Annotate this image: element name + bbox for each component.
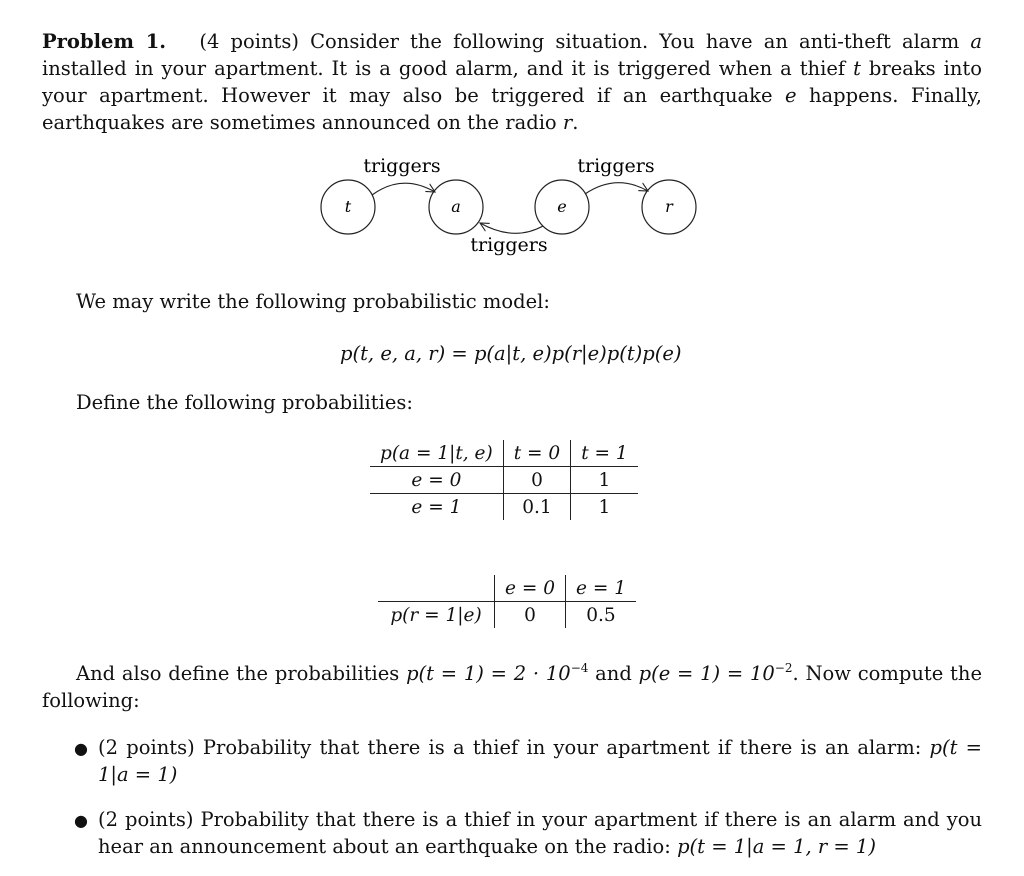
- edge-label-t-a: triggers: [363, 155, 441, 177]
- node-a-label: a: [451, 197, 461, 216]
- problem-points: (4 points): [199, 30, 300, 53]
- edge-e-a: [480, 223, 543, 233]
- var-a: a: [970, 30, 982, 53]
- prior-t-exp: −4: [570, 661, 589, 675]
- node-t-label: t: [344, 197, 352, 216]
- priors-paragraph: [42, 660, 982, 714]
- table-p-a: [370, 440, 638, 520]
- model-lead: We may write the following probabilistic model:: [76, 290, 550, 313]
- question-2-formula: p(t = 1|a = 1, r = 1): [677, 835, 876, 858]
- table1-cell-e0-t0: 0: [503, 467, 570, 494]
- table1-col-t1: t = 1: [571, 440, 638, 467]
- model-equation: p(t, e, a, r) = p(a|t, e)p(r|e)p(t)p(e): [340, 342, 682, 365]
- var-t: t: [853, 57, 861, 80]
- prior-e-exp: −2: [774, 661, 793, 675]
- definitions-lead: Define the following probabilities:: [76, 391, 413, 414]
- causal-diagram: [300, 145, 720, 265]
- priors-text-b: . Now compute the following:: [42, 662, 982, 712]
- table2-cell-e0: 0: [495, 602, 566, 629]
- table1-cell-e0-t1: 1: [571, 467, 638, 494]
- table1-row-e0: e = 0: [370, 467, 503, 494]
- priors-text-a: And also define the probabilities: [76, 662, 407, 685]
- table1-cell-e1-t1: 1: [598, 496, 611, 518]
- question-1-text: Probability that there is a thief in your apartment if there is an alarm:: [202, 736, 930, 759]
- edge-e-r: [585, 183, 648, 194]
- table1-row-e1: e = 1: [370, 494, 503, 521]
- table-p-r: [378, 575, 636, 628]
- problem-heading: Problem 1.: [42, 30, 167, 53]
- prior-t: p(t = 1) = 2 · 10: [406, 662, 571, 685]
- table1-corner: p(a = 1|t, e): [370, 440, 503, 467]
- table1-col-t0: t = 0: [503, 440, 570, 467]
- intro-text-8: .: [572, 111, 579, 134]
- table2-cell-e1: 0.5: [586, 604, 616, 626]
- intro-text-6: happens. Finally, earthquakes are sometimes announced on the radio: [42, 84, 982, 134]
- table2-col-e1: e = 1: [565, 575, 635, 602]
- question-1-formula: p(t = 1|a = 1): [98, 736, 982, 786]
- edge-label-e-a: triggers: [470, 234, 548, 256]
- table1-cell-e1-t0: 0.1: [503, 494, 570, 521]
- prior-e: p(e = 1) = 10: [638, 662, 775, 685]
- priors-and: and: [588, 662, 639, 685]
- table2-col-e0: e = 0: [495, 575, 566, 602]
- table2-corner: [378, 575, 495, 602]
- intro-text-4: breaks into your apartment. However it may also be triggered if an earthquake: [42, 57, 983, 107]
- problem-statement: [42, 28, 982, 136]
- node-r-label: r: [665, 197, 673, 216]
- edge-label-e-r: triggers: [577, 155, 655, 177]
- edge-t-a: [372, 183, 435, 195]
- bullet-icon: ●: [74, 811, 88, 830]
- intro-text-0: Consider the following situation. You have an anti-theft alarm: [310, 30, 971, 53]
- question-2-text: Probability that there is a thief in your apartment if there is an alarm and you hear an announcement about an earthquake on the radio:: [98, 808, 983, 858]
- question-2-points: (2 points): [98, 808, 194, 831]
- var-r: r: [562, 111, 573, 134]
- intro-text-2: installed in your apartment. It is a good alarm, and it is triggered when a thief: [42, 57, 854, 80]
- var-e: e: [784, 84, 797, 107]
- question-1-points: (2 points): [98, 736, 195, 759]
- table2-row-label: p(r = 1|e): [378, 602, 495, 629]
- bullet-icon: ●: [74, 739, 88, 758]
- node-e-label: e: [557, 197, 567, 216]
